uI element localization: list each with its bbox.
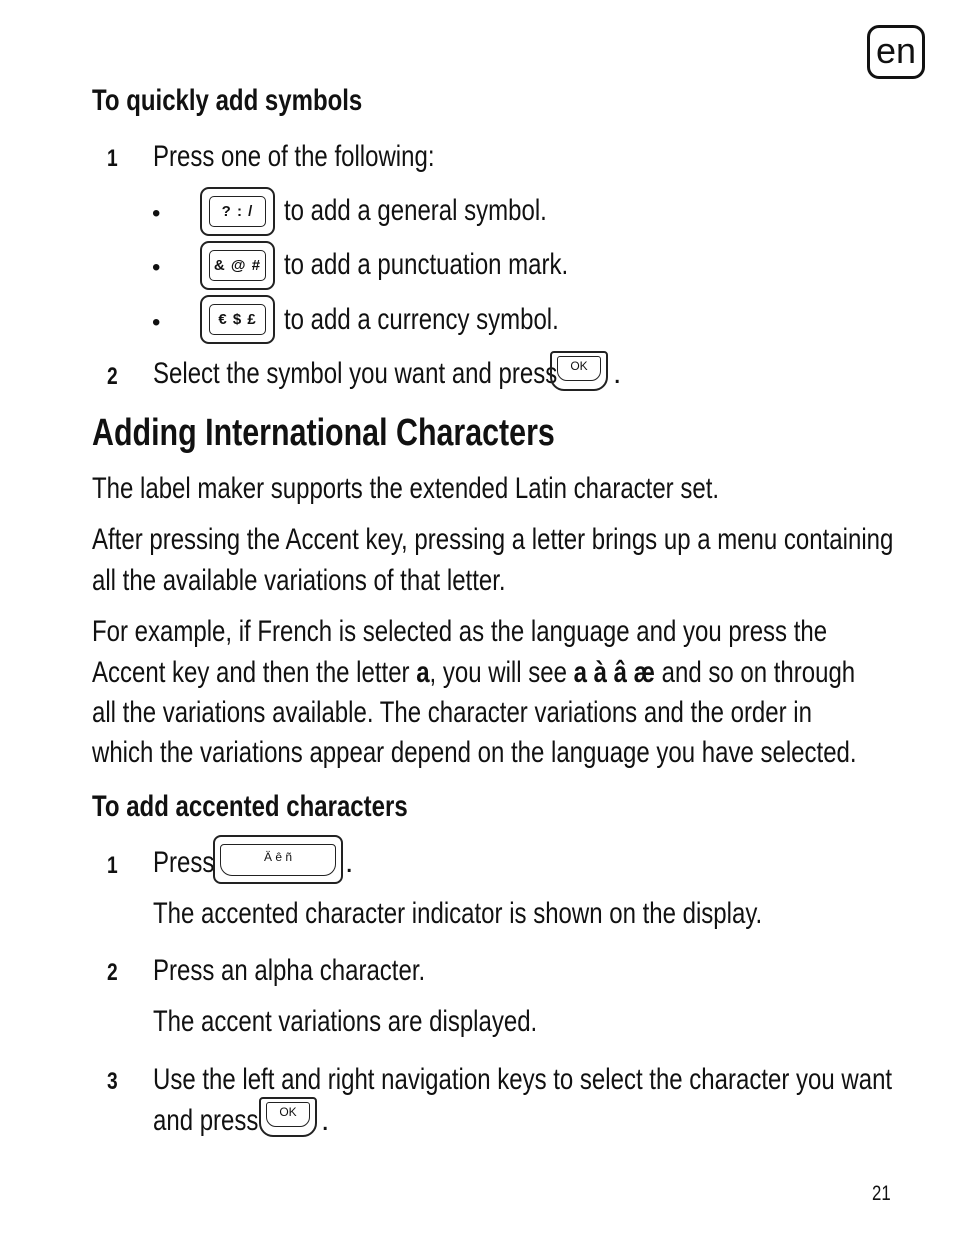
bullet: • xyxy=(152,200,161,227)
language-badge: en xyxy=(867,25,925,79)
step-text: Use the left and right navigation keys to select the character you want xyxy=(153,1063,893,1096)
step-number: 2 xyxy=(107,363,118,390)
paragraph: The label maker supports the extended Latin character set. xyxy=(92,472,720,505)
currency-key xyxy=(200,295,275,344)
paragraph-line: all the variations available. The character variations and the order in xyxy=(92,696,812,729)
punctuation-key-label: & @ # xyxy=(209,250,266,281)
step-text: Press one of the following: xyxy=(153,140,435,173)
page-title: Adding International Characters xyxy=(92,412,555,454)
period: . xyxy=(345,846,354,879)
currency-key-label: € $ £ xyxy=(209,304,266,335)
bullet-text: to add a punctuation mark. xyxy=(284,248,569,281)
bullet: • xyxy=(152,254,161,281)
bullet-text: to add a general symbol. xyxy=(284,194,547,227)
step-number: 1 xyxy=(107,145,118,172)
ok-key-label: OK xyxy=(557,356,600,381)
bullet-text: to add a currency symbol. xyxy=(284,303,559,336)
accent-key-label: Ä ê ñ xyxy=(220,844,336,876)
section-heading-symbols: To quickly add symbols xyxy=(92,84,363,117)
step-text-line: and press xyxy=(153,1104,259,1137)
step-text: Select the symbol you want and press xyxy=(153,357,558,390)
symbol-key xyxy=(200,187,275,236)
ok-key xyxy=(550,351,608,391)
punctuation-key xyxy=(200,241,275,290)
period: . xyxy=(321,1104,330,1137)
symbol-key-label: ? : / xyxy=(209,196,266,227)
step-number: 3 xyxy=(107,1068,118,1095)
step-number: 2 xyxy=(107,959,118,986)
step-subtext: The accent variations are displayed. xyxy=(153,1005,538,1038)
section-heading-accented: To add accented characters xyxy=(92,790,408,823)
accent-key xyxy=(213,835,343,884)
period: . xyxy=(613,357,622,390)
step-text: Press an alpha character. xyxy=(153,954,426,987)
step-number: 1 xyxy=(107,852,118,879)
step-subtext: The accented character indicator is shown on the display. xyxy=(153,897,763,930)
paragraph-line: which the variations appear depend on the language you have selected. xyxy=(92,736,857,769)
step-text: Press xyxy=(153,846,215,879)
paragraph: For example, if French is selected as the language and you press the xyxy=(92,615,828,648)
ok-key xyxy=(259,1097,317,1137)
bullet: • xyxy=(152,309,161,336)
paragraph-line: Accent key and then the letter a, you will see a à â æ and so on through xyxy=(92,656,856,689)
page-number: 21 xyxy=(872,1182,891,1205)
paragraph: After pressing the Accent key, pressing a letter brings up a menu containing xyxy=(92,523,894,556)
paragraph-line: all the available variations of that letter. xyxy=(92,564,506,597)
ok-key-label: OK xyxy=(266,1102,309,1127)
